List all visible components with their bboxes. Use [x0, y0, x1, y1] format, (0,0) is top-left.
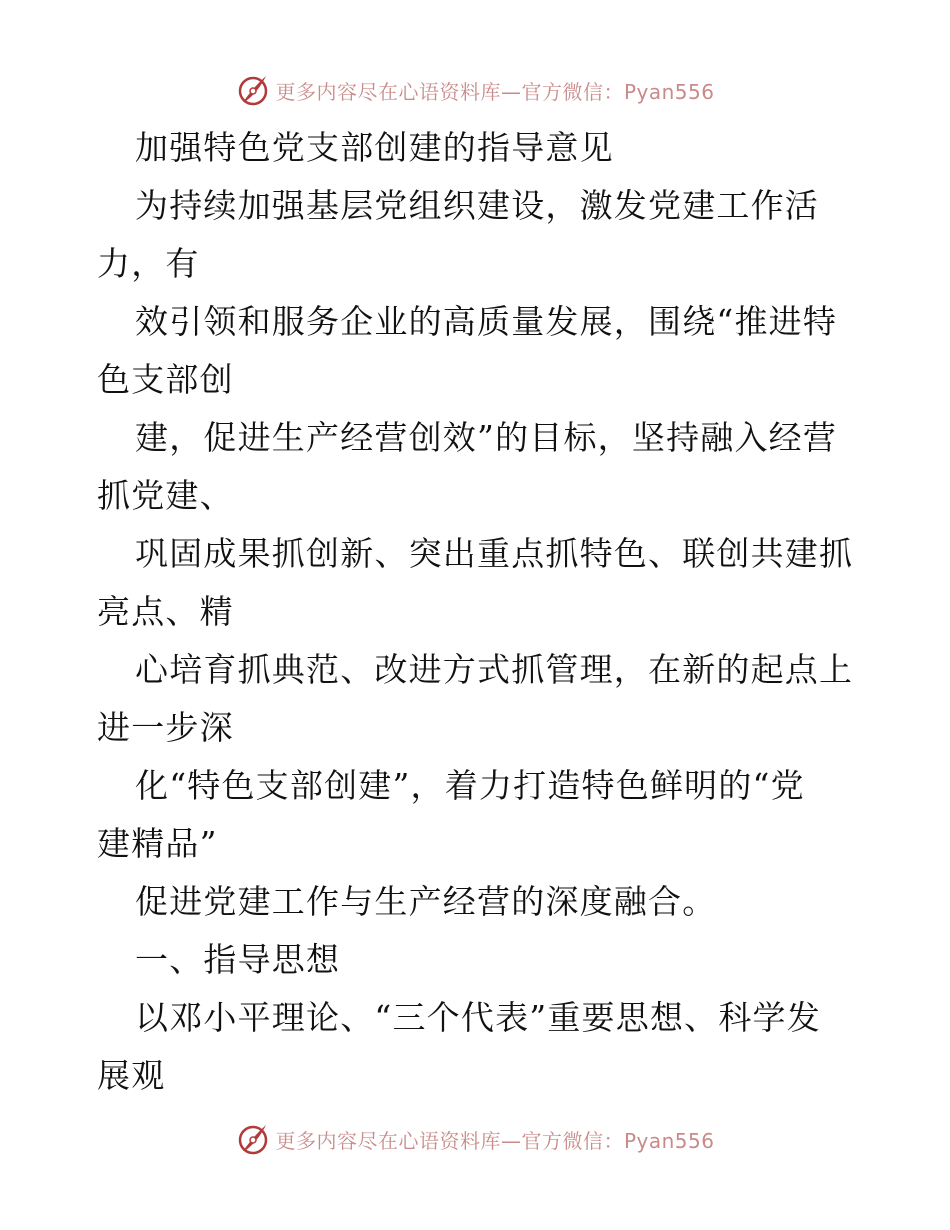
quill-logo-icon: [235, 72, 271, 108]
paragraph-line: 效引领和服务企业的高质量发展，围绕“推进特: [135, 302, 838, 341]
footer-watermark: [0, 1117, 950, 1161]
document-title: 加强特色党支部创建的指导意见: [135, 128, 614, 167]
paragraph-line: 进一步深: [97, 708, 234, 747]
paragraph-line: 巩固成果抓创新、突出重点抓特色、联创共建抓: [135, 534, 854, 573]
paragraph-line: 亮点、精: [97, 592, 234, 631]
paragraph-line: 化“特色支部创建”，着力打造特色鲜明的“党: [135, 766, 805, 805]
watermark-text: 更多内容尽在心语资料库—官方微信：Pyan556: [275, 79, 715, 104]
paragraph-line: 为持续加强基层党组织建设，激发党建工作活: [135, 186, 819, 225]
quill-logo-icon: [235, 1121, 271, 1157]
paragraph-line: 力，有: [97, 244, 200, 283]
paragraph-line: 以邓小平理论、“三个代表”重要思想、科学发: [135, 998, 821, 1037]
watermark-text: 更多内容尽在心语资料库—官方微信：Pyan556: [275, 1128, 715, 1153]
paragraph-line: 抓党建、: [97, 476, 234, 515]
paragraph-line: 建精品”: [97, 824, 218, 863]
paragraph-line: 展观: [97, 1056, 166, 1095]
paragraph-line: 建，促进生产经营创效”的目标，坚持融入经营: [135, 418, 838, 457]
paragraph-line: 色支部创: [97, 360, 234, 399]
paragraph-line: 心培育抓典范、改进方式抓管理，在新的起点上: [135, 650, 854, 689]
section-heading: 一、指导思想: [135, 940, 341, 979]
paragraph-line: 促进党建工作与生产经营的深度融合。: [135, 882, 717, 921]
header-watermark: [0, 68, 950, 112]
